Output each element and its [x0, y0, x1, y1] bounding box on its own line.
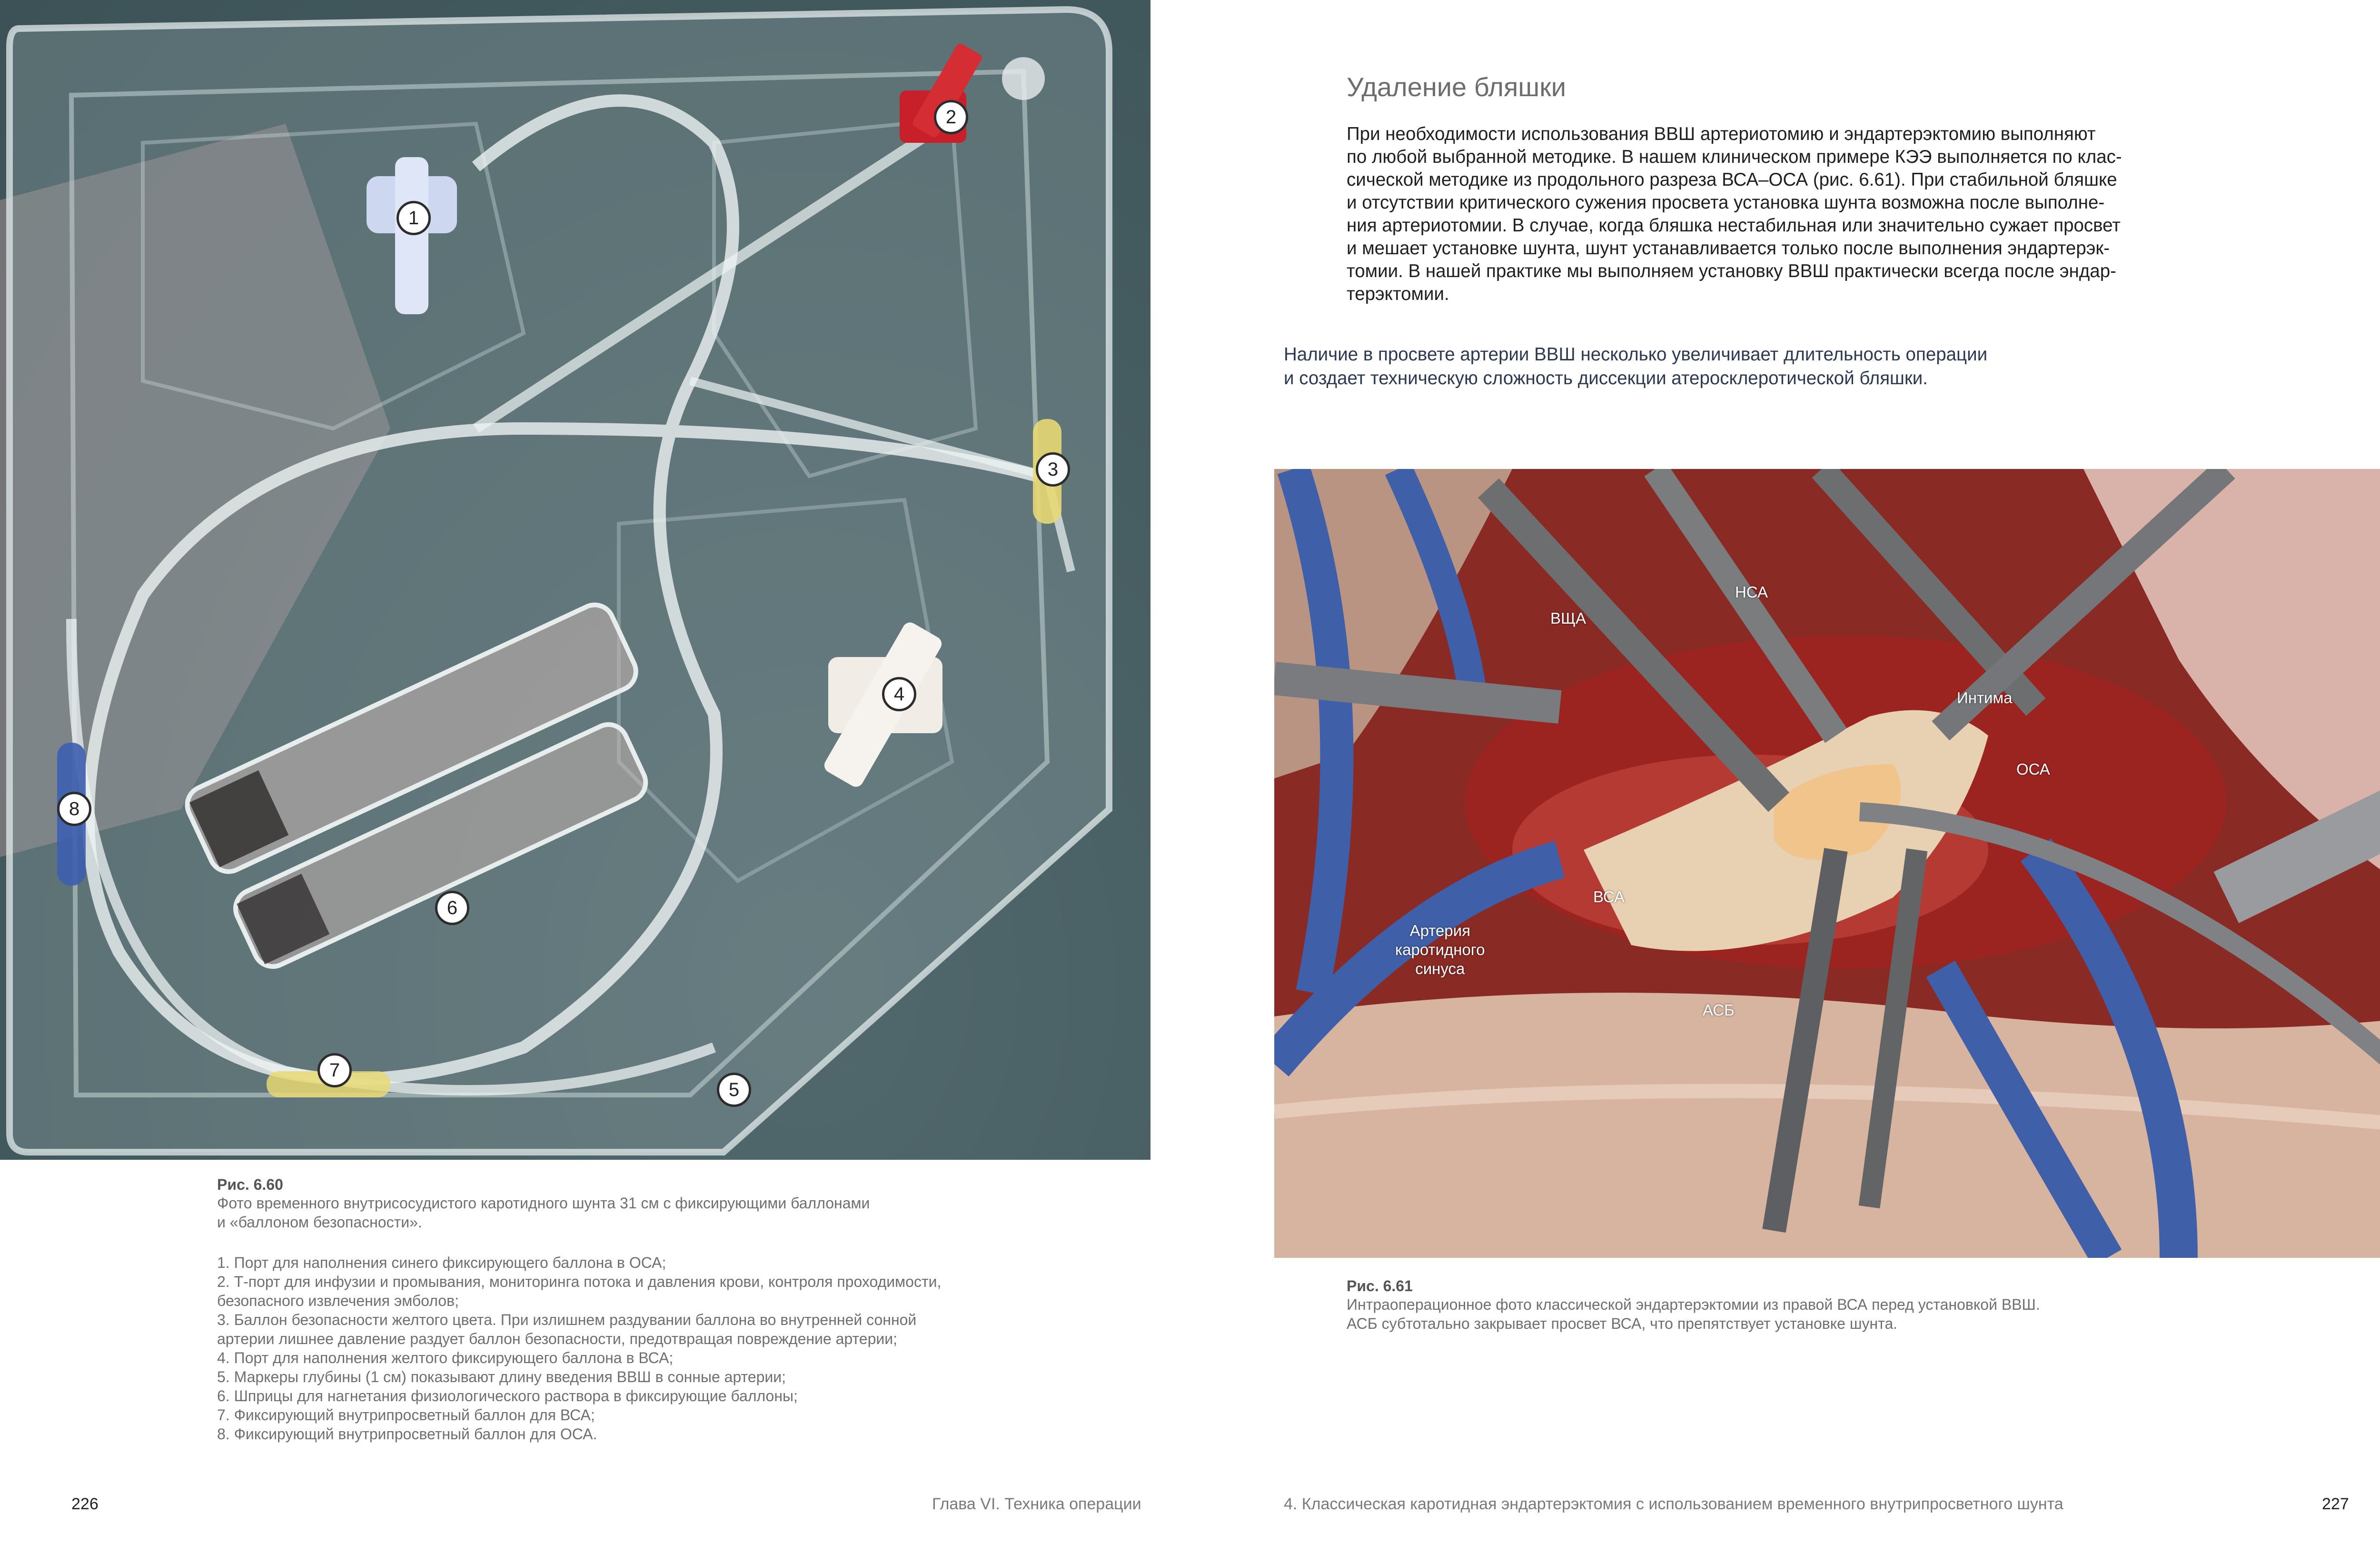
body-line: При необходимости использования ВВШ артериотомию и эндартерэктомию выполняют: [1347, 124, 2096, 144]
figure-60-title: Рис. 6.60: [217, 1176, 283, 1193]
running-footer-right: 4. Классическая каротидная эндартерэктомия с использованием временного внутрипросветного шунта: [1284, 1495, 2063, 1513]
legend-item: безопасного извлечения эмболов;: [217, 1292, 459, 1309]
marker-1: 1: [397, 201, 431, 235]
surgery-photo: [1274, 469, 2380, 1258]
legend-item: 7. Фиксирующий внутрипросветный баллон для ВСА;: [217, 1406, 595, 1424]
legend-item: 3. Баллон безопасности желтого цвета. При излишнем раздувании баллона во внутренней сонной: [217, 1311, 917, 1328]
legend-item: 2. Т-порт для инфузии и промывания, мониторинга потока и давления крови, контроля проходимости,: [217, 1273, 942, 1290]
label-line: Артерия: [1409, 922, 1470, 939]
figure-60-legend: [217, 1253, 1026, 1444]
highlight-paragraph: [1284, 343, 2117, 390]
body-line: сической методике из продольного разреза ВСА–ОСА (рис. 6.61). При стабильной бляшке: [1347, 169, 2117, 190]
page-number-left: 226: [71, 1495, 99, 1513]
body-line: терэктомии.: [1347, 284, 1449, 304]
label-osa: ОСА: [2016, 760, 2050, 778]
legend-item: 6. Шприцы для нагнетания физиологического раствора в фиксирующие баллоны;: [217, 1387, 798, 1405]
legend-item: 5. Маркеры глубины (1 см) показывают длину введения ВВШ в сонные артерии;: [217, 1368, 786, 1385]
highlight-line: и создает техническую сложность диссекции атеросклеротической бляшки.: [1284, 368, 1928, 389]
marker-8: 8: [57, 792, 91, 826]
running-footer-left: Глава VI. Техника операции: [932, 1495, 1141, 1513]
body-line: томии. В нашей практике мы выполняем установку ВВШ практически всегда после эндар-: [1347, 261, 2116, 281]
label-carotid-sinus-artery: [1395, 921, 1485, 978]
caption-line: и «баллоном безопасности».: [217, 1214, 422, 1231]
marker-6: 6: [435, 891, 469, 925]
label-nsa: НСА: [1735, 583, 1768, 601]
page-number-right: 227: [2322, 1495, 2349, 1513]
caption-line: Фото временного внутрисосудистого каротидного шунта 31 см с фиксирующими баллонами: [217, 1195, 870, 1212]
label-line: синуса: [1415, 960, 1465, 977]
body-paragraph: [1347, 123, 2203, 306]
legend-item: 1. Порт для наполнения синего фиксирующего баллона в ОСА;: [217, 1254, 666, 1271]
caption-line: Интраоперационное фото классической эндартерэктомии из правой ВСА перед установкой ВВШ.: [1347, 1296, 2040, 1313]
label-vsa: ВСА: [1593, 888, 1625, 906]
marker-4: 4: [882, 677, 916, 711]
label-vsha: ВЩА: [1550, 609, 1586, 627]
body-line: и мешает установке шунта, шунт устанавливается только после выполнения эндартерэк-: [1347, 238, 2110, 259]
body-line: по любой выбранной методике. В нашем клиническом примере КЭЭ выполняется по клас-: [1347, 147, 2122, 167]
legend-item: артерии лишнее давление раздует баллон безопасности, предотвращая повреждение артерии;: [217, 1330, 898, 1347]
marker-7: 7: [317, 1053, 352, 1087]
section-heading: Удаление бляшки: [1347, 72, 1567, 102]
label-asb: АСБ: [1703, 1001, 1735, 1019]
marker-5: 5: [717, 1073, 751, 1107]
marker-3: 3: [1036, 452, 1070, 487]
figure-61-caption: [1347, 1277, 2203, 1333]
shunt-kit-illustration: [0, 0, 1150, 1160]
label-intima: Интима: [1957, 689, 2013, 707]
highlight-line: Наличие в просвете артерии ВВШ несколько увеличивает длительность операции: [1284, 344, 1988, 365]
figure-61-title: Рис. 6.61: [1347, 1277, 1413, 1295]
body-line: и отсутствии критического сужения просвета установка шунта возможна после выполне-: [1347, 192, 2105, 213]
shunt-kit-photo: [0, 0, 1150, 1160]
surgery-illustration: [1274, 469, 2380, 1258]
body-line: ния артериотомии. В случае, когда бляшка нестабильная или значительно сужает просвет: [1347, 215, 2121, 236]
figure-60-caption: [217, 1176, 1026, 1232]
label-line: каротидного: [1395, 941, 1485, 958]
legend-item: 8. Фиксирующий внутрипросветный баллон для ОСА.: [217, 1425, 597, 1443]
caption-line: АСБ субтотально закрывает просвет ВСА, что препятствует установке шунта.: [1347, 1315, 1898, 1332]
marker-2: 2: [934, 100, 968, 134]
legend-item: 4. Порт для наполнения желтого фиксирующего баллона в ВСА;: [217, 1349, 674, 1366]
